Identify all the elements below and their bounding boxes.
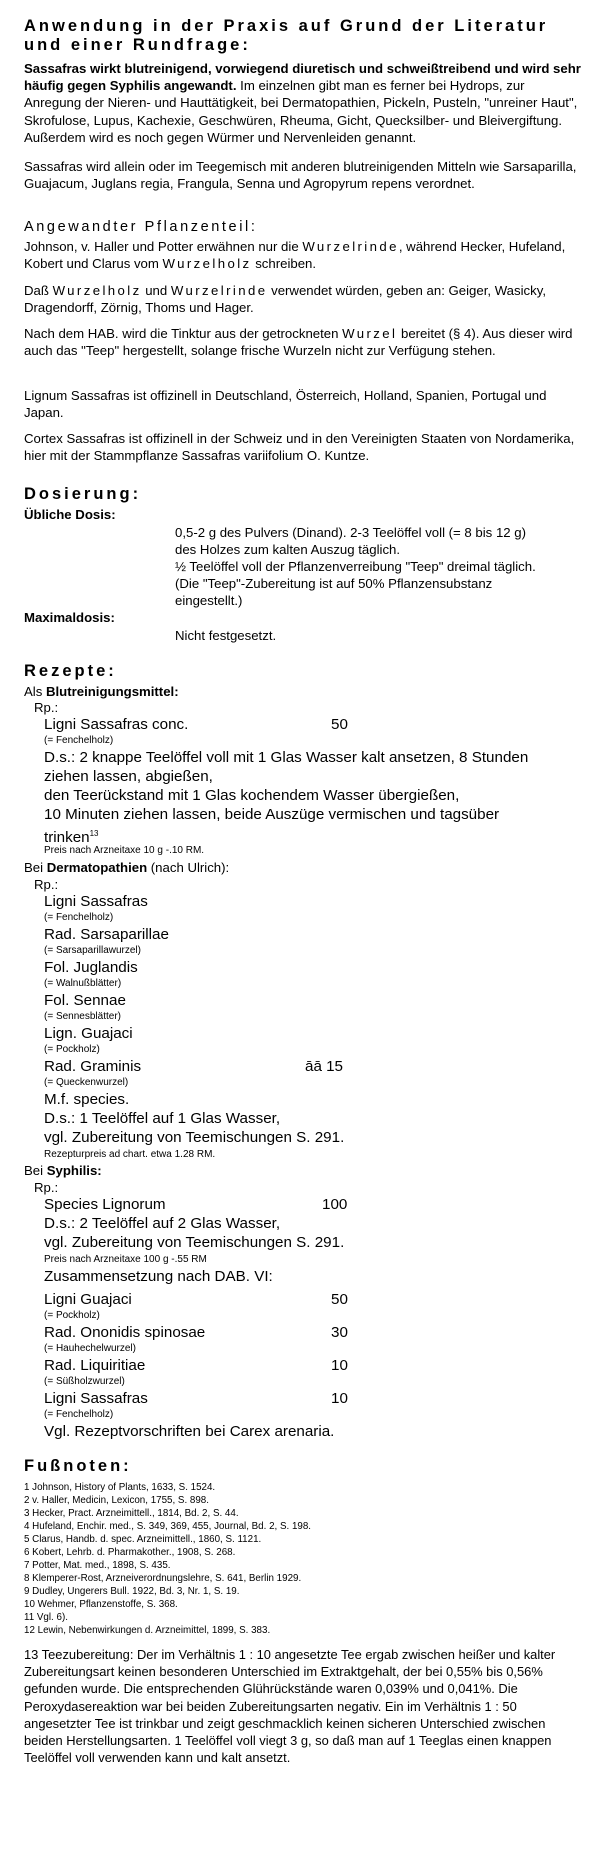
ingredient-name: Fol. Sennae — [44, 992, 126, 1009]
plant-part-paragraph-4: Lignum Sassafras ist offizinell in Deutschland, Österreich, Holland, Spanien, Portugal und Japan. — [24, 388, 547, 421]
usual-dose-line: des Holzes zum kalten Auszug täglich. — [175, 542, 401, 557]
footnote-item: 2 v. Haller, Medicin, Lexicon, 1755, S. 898. — [24, 1495, 209, 1506]
reference-line: Vgl. Rezeptvorschriften bei Carex arenaria. — [44, 1423, 335, 1440]
ds-line: den Teerückstand mit 1 Glas kochendem Wasser übergießen, — [44, 787, 460, 804]
usual-dose-line: eingestellt.) — [175, 593, 243, 608]
rp-label: Rp.: — [34, 877, 59, 892]
recipe-title — [24, 859, 229, 876]
ds-line: D.s.: 2 Teelöffel auf 2 Glas Wasser, — [44, 1215, 281, 1232]
footnote-item: 5 Clarus, Handb. d. spec. Arzneimittell., 1860, S. 1121. — [24, 1534, 262, 1545]
ingredient-quantity: 10 — [331, 1390, 348, 1407]
ingredient-name: Fol. Juglandis — [44, 959, 138, 976]
recipe-indication: Dermatopathien — [46, 860, 148, 875]
mf-line: M.f. species. — [44, 1091, 130, 1108]
spaced-term: Wurzelrinde — [170, 283, 268, 298]
text-span: und — [141, 283, 171, 298]
ingredient-name: Species Lignorum — [44, 1196, 166, 1213]
ingredient-quantity: 100 — [322, 1196, 348, 1213]
spaced-term: Wurzelrinde — [302, 239, 399, 254]
price-note: Rezepturpreis ad chart. etwa 1.28 RM. — [44, 1149, 216, 1160]
text-span: , während Hecker, Hufeland, Kobert und Clarus vom — [24, 239, 566, 272]
footnote-item: 8 Klemperer-Rost, Arzneiverordnungslehre, S. 641, Berlin 1929. — [24, 1573, 302, 1584]
footnote-item: 7 Potter, Mat. med., 1898, S. 435. — [24, 1560, 171, 1571]
section-heading-application-line2: und einer Rundfrage: — [24, 36, 251, 54]
ds-line: D.s.: 2 knappe Teelöffel voll mit 1 Glas Wasser kalt ansetzen, 8 Stunden — [44, 749, 529, 766]
max-dose-label: Maximaldosis: — [24, 610, 115, 625]
text-span: Nach dem HAB. wird die Tinktur aus der getrockneten — [24, 326, 343, 341]
price-note: Preis nach Arzneitaxe 100 g -.55 RM — [44, 1254, 207, 1265]
ingredient-synonym: (= Fenchelholz) — [44, 735, 114, 746]
plant-part-paragraph-3 — [24, 325, 584, 359]
ingredient-synonym: (= Fenchelholz) — [44, 912, 114, 923]
text-span: Als — [24, 684, 46, 699]
usual-dose-label: Übliche Dosis: — [24, 507, 116, 522]
ingredient-synonym: (= Queckenwurzel) — [44, 1077, 129, 1088]
spaced-term: Wurzel — [342, 326, 398, 341]
ds-line: vgl. Zubereitung von Teemischungen S. 291. — [44, 1234, 345, 1251]
footnote-item: 1 Johnson, History of Plants, 1633, S. 1524. — [24, 1482, 216, 1493]
recipe-indication: Syphilis: — [46, 1163, 102, 1178]
footnote-13: 13 Teezubereitung: Der im Verhältnis 1 : 10 angesetzte Tee ergab zwischen heißer und kalter Zubereitungsart keinen besonderen Unterschied im Extraktgehalt, der bei 0,55% bis 0,56% gefunden wurde. Die entsprechenden Glührückstände waren 0,039% und 0,041%. Die Peroxydasereaktion war bei beiden Zubereitungsarten negativ. Ein im Verhältnis 1 : 50 angesetzter Tee ist trinkbar und zeigt geschmacklich keinen sicheren Unterschied zwischen beiden Herstellungsarten. 1 Teelöffel voll viegt 3 g, so daß man auf 1 Teeglas einen knappen Teelöffel voll verwenden kann und kalt ansetzt. — [24, 1647, 556, 1766]
ds-line — [44, 825, 99, 847]
text-span: (nach Ulrich): — [147, 860, 230, 875]
recipe-title — [24, 1162, 102, 1179]
footnote-item: 12 Lewin, Nebenwirkungen d. Arzneimittel, 1899, S. 383. — [24, 1625, 271, 1636]
footnote-item: 9 Dudley, Ungerers Bull. 1922, Bd. 3, Nr. 1, S. 19. — [24, 1586, 240, 1597]
composition-heading: Zusammensetzung nach DAB. VI: — [44, 1268, 273, 1285]
ds-line: ziehen lassen, abgießen, — [44, 768, 213, 785]
footnote-item: 3 Hecker, Pract. Arzneimittell., 1814, Bd. 2, S. 44. — [24, 1508, 239, 1519]
plant-part-paragraph-1 — [24, 238, 584, 272]
footnote-ref: 13 — [89, 829, 99, 838]
intro-paragraph — [24, 60, 584, 146]
footnote-item: 4 Hufeland, Enchir. med., S. 349, 369, 455, Journal, Bd. 2, S. 198. — [24, 1521, 312, 1532]
section-heading-application-line1: Anwendung in der Praxis auf Grund der Literatur — [24, 17, 549, 35]
recipe-title — [24, 683, 179, 700]
ingredient-synonym: (= Pockholz) — [44, 1310, 100, 1321]
ds-line: D.s.: 1 Teelöffel auf 1 Glas Wasser, — [44, 1110, 281, 1127]
text-span: Daß — [24, 283, 53, 298]
footnote-item: 10 Wehmer, Pflanzenstoffe, S. 368. — [24, 1599, 178, 1610]
plant-part-paragraph-5: Cortex Sassafras ist offizinell in der Schweiz und in den Vereinigten Staaten von Nordamerika, hier mit der Stammpflanze Sassafras variifolium O. Kuntze. — [24, 431, 575, 464]
footnote-item: 6 Kobert, Lehrb. d. Pharmakother., 1908, S. 268. — [24, 1547, 236, 1558]
section-heading-dosage: Dosierung: — [24, 485, 142, 503]
footnote-item: 11 Vgl. 6). — [24, 1612, 68, 1623]
intro-bold-text: Sassafras wirkt blutreinigend, vorwiegend diuretisch und schweißtreibend und wird sehr häufig gegen Syphilis angewandt. — [24, 61, 581, 94]
ingredient-name: Rad. Liquiritiae — [44, 1357, 146, 1374]
ingredient-name: Ligni Sassafras — [44, 893, 148, 910]
ds-line: vgl. Zubereitung von Teemischungen S. 291. — [44, 1129, 345, 1146]
ingredient-synonym: (= Fenchelholz) — [44, 1409, 114, 1420]
ingredient-name: Ligni Guajaci — [44, 1291, 132, 1308]
max-dose-value: Nicht festgesetzt. — [175, 628, 277, 643]
text-span: verwendet würden, geben an: Geiger, Wasicky, Dragendorff, Zörnig, Thoms und Hager. — [24, 283, 546, 316]
ingredient-synonym: (= Walnußblätter) — [44, 978, 122, 989]
ingredient-synonym: (= Hauhechelwurzel) — [44, 1343, 136, 1354]
ingredient-synonym: (= Süßholzwurzel) — [44, 1376, 125, 1387]
ingredient-quantity: 30 — [331, 1324, 348, 1341]
spaced-term: Wurzelholz — [162, 256, 252, 272]
ingredient-name: Lign. Guajaci — [44, 1025, 133, 1042]
plant-part-paragraph-2 — [24, 282, 584, 316]
ingredient-quantity: āā 15 — [305, 1058, 344, 1075]
usual-dose-line: (Die "Teep"-Zubereitung ist auf 50% Pflanzensubstanz — [175, 576, 493, 591]
ingredient-synonym: (= Sennesblätter) — [44, 1011, 121, 1022]
section-heading-recipes: Rezepte: — [24, 662, 117, 680]
ingredient-name: Ligni Sassafras — [44, 1390, 148, 1407]
ingredient-name: Ligni Sassafras conc. — [44, 716, 189, 733]
intro-text: Im einzelnen gibt man es ferner bei Hydrops, zur Anregung der Nieren- und Hauttätigkeit, bei Dermatopathien, Pickeln, Pusteln, "unreiner Haut", Skrofulose, Lupus, Kachexie, Geschwüren, Rheuma, Gicht, Quecksilber- und Bleivergiftung. Außerdem wird es noch gegen Würmer und Nervenleiden genannt. — [24, 78, 578, 145]
price-note: Preis nach Arzneitaxe 10 g -.10 RM. — [44, 845, 205, 856]
ingredient-name: Rad. Sarsaparillae — [44, 926, 169, 943]
intro-paragraph-2: Sassafras wird allein oder im Teegemisch mit anderen blutreinigenden Mitteln wie Sarsaparilla, Guajacum, Juglans regia, Frangula, Senna und Agropyrum repens verordnet. — [24, 159, 577, 192]
text-span: bereitet (§ 4). Aus dieser wird auch das "Teep" hergestellt, solange frische Wurzeln nicht zur Verfügung stehen. — [24, 326, 573, 359]
ingredient-synonym: (= Pockholz) — [44, 1044, 100, 1055]
ingredient-name: Rad. Graminis — [44, 1058, 142, 1075]
ingredient-quantity: 10 — [331, 1357, 348, 1374]
text-span: Johnson, v. Haller und Potter erwähnen nur die — [24, 239, 303, 254]
text-span: schreiben. — [251, 256, 317, 272]
section-heading-plant-part: Angewandter Pflanzenteil: — [24, 219, 258, 235]
recipe-indication: Blutreinigungsmittel: — [45, 684, 179, 699]
ingredient-synonym: (= Sarsaparillawurzel) — [44, 945, 141, 956]
usual-dose-line: ½ Teelöffel voll der Pflanzenverreibung "Teep" dreimal täglich. — [175, 559, 536, 574]
ds-line: 10 Minuten ziehen lassen, beide Auszüge vermischen und tagsüber — [44, 806, 500, 823]
spaced-term: Wurzelholz — [52, 283, 142, 298]
usual-dose-line: 0,5-2 g des Pulvers (Dinand). 2-3 Teelöffel voll (= 8 bis 12 g) — [175, 525, 526, 540]
rp-label: Rp.: — [34, 700, 59, 715]
ingredient-quantity: 50 — [331, 716, 348, 733]
ingredient-name: Rad. Ononidis spinosae — [44, 1324, 206, 1341]
text-span: Bei — [24, 860, 47, 875]
ingredient-quantity: 50 — [331, 1291, 348, 1308]
rp-label: Rp.: — [34, 1180, 59, 1195]
text-span: Bei — [24, 1163, 47, 1178]
section-heading-footnotes: Fußnoten: — [24, 1457, 132, 1475]
text-span: trinken — [44, 829, 90, 846]
